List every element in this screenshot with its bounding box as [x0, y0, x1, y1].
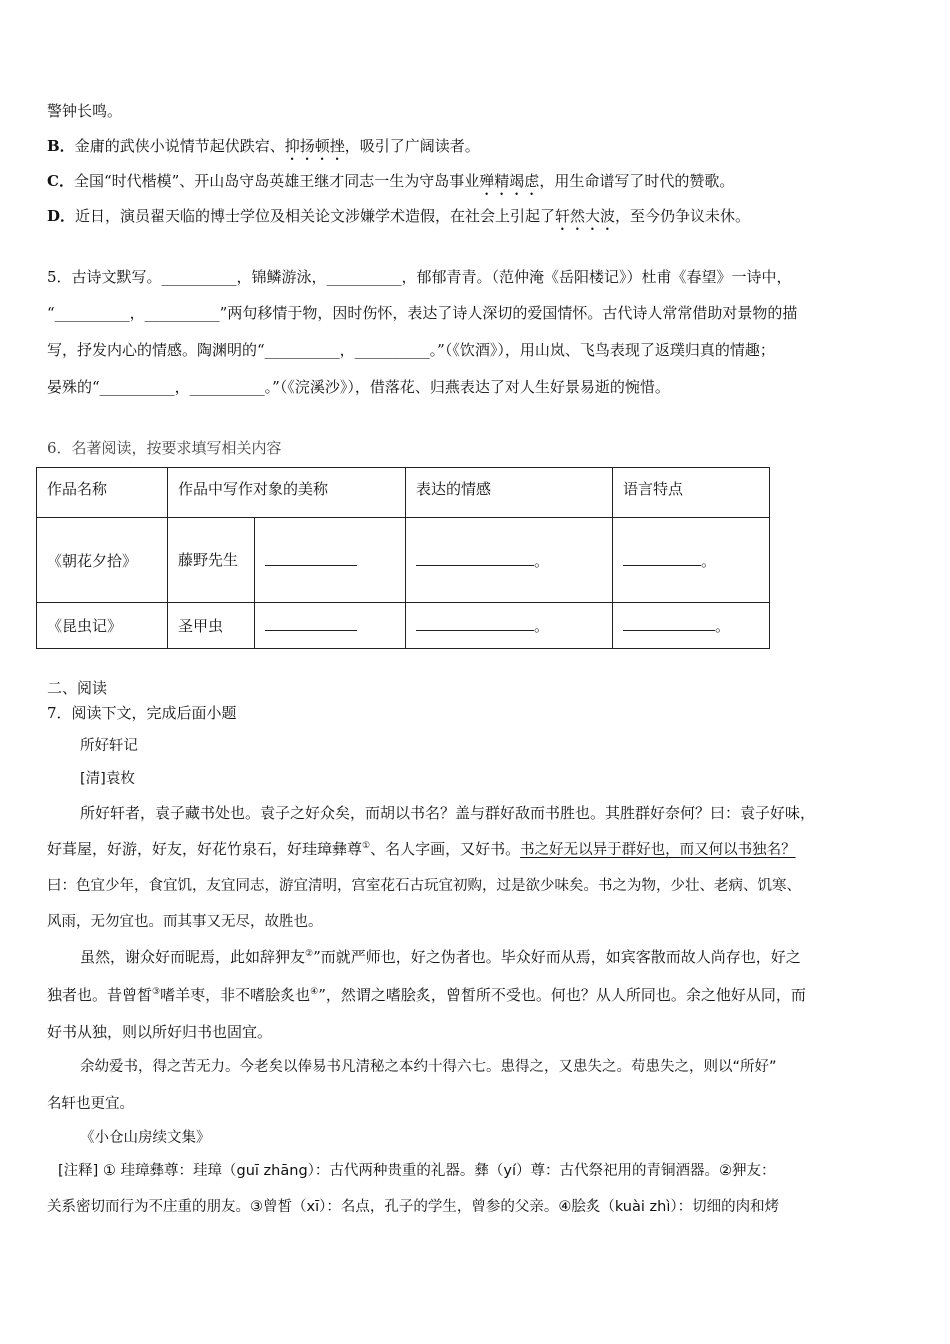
q4-option-a-end: 警钟长鸣。 [47, 102, 123, 120]
q4-option-b[interactable]: B．金庸的武侠小说情节起伏跌宕、抑扬顿挫，吸引了广阔读者。 [47, 137, 480, 155]
works-table [36, 467, 770, 649]
q6-title: 6．名著阅读，按要求填写相关内容 [47, 439, 282, 457]
work-name: 《昆虫记》 [37, 603, 168, 649]
p2-line-2: 独者也。昔曾皙③嗜羊枣，非不嗜脍炙也④”，然谓之嗜脍炙，曾皙所不受也。何也？从人所同也。余之他好从同，而 [47, 986, 806, 1004]
header-work: 作品名称 [37, 468, 168, 518]
p3-line-2: 名轩也更宜。 [47, 1096, 134, 1112]
essay-author: [清]袁枚 [80, 771, 135, 787]
dotted-phrase: 抑扬顿挫 [284, 137, 345, 155]
note-line-1: [注释] ① 珪璋彝尊：珪璋（guī zhāng）：古代两种贵重的礼器。彝（yí）尊：古代祭祀用的青铜酒器。②狎友： [58, 1163, 776, 1179]
p1-line-4: 风雨，无勿宜也。而其事又无尽，故胜也。 [47, 914, 323, 930]
q4-option-c[interactable]: C．全国“时代楷模”、开山岛守岛英雄王继才同志一生为守岛事业殚精竭虑，用生命谱写了时代的赞歌。 [47, 172, 735, 190]
header-language: 语言特点 [613, 468, 770, 518]
note-line-2: 关系密切而行为不庄重的朋友。③曾皙（xī）：名点，孔子的学生，曾参的父亲。④脍炙（kuài zhì）：切细的肉和烤 [47, 1199, 780, 1215]
q5-line-3: 写，抒发内心的情感。陶渊明的“__________，__________。”（《饮酒》），用山岚、飞鸟表现了返璞归真的情趣； [47, 341, 775, 359]
underlined-sentence: 书之好无以异于群好也，而又何以书独名？ [520, 842, 796, 858]
object-name: 圣甲虫 [168, 603, 255, 649]
table-row [37, 603, 770, 649]
object-praise-blank[interactable] [255, 603, 406, 649]
emotion-blank[interactable]: 。 [406, 518, 613, 603]
q5-line-2: “__________，__________”两句移情于物，因时伤怀，表达了诗人深切的爱国情怀。古代诗人常常借助对景物的描 [47, 304, 798, 322]
language-blank[interactable]: 。 [613, 518, 770, 603]
dotted-phrase: 殚精竭虑 [479, 172, 540, 190]
language-blank[interactable]: 。 [613, 603, 770, 649]
table-header-row [37, 468, 770, 518]
q5-line-1: 5．古诗文默写。__________，锦鳞游泳，__________，郁郁青青。（范仲淹《岳阳楼记》）杜甫《春望》一诗中， [47, 268, 792, 286]
p2-line-3: 好书从独，则以所好归书也固宜。 [47, 1023, 273, 1041]
option-d-label: D． [47, 207, 76, 225]
work-name: 《朝花夕拾》 [37, 518, 168, 603]
section-heading: 二、阅读 [47, 679, 108, 697]
q4-option-d[interactable]: D．近日，演员翟天临的博士学位及相关论文涉嫌学术造假，在社会上引起了轩然大波，至今仍争议未休。 [47, 207, 751, 225]
dotted-phrase: 轩然大波 [555, 207, 616, 225]
q7-prompt: 7．阅读下文，完成后面小题 [47, 704, 237, 722]
option-b-label: B． [47, 137, 75, 155]
essay-title: 所好轩记 [80, 738, 138, 754]
table-row [37, 518, 770, 603]
object-name: 藤野先生 [168, 518, 255, 603]
source-title: 《小仓山房续文集》 [80, 1130, 211, 1146]
header-emotion: 表达的情感 [406, 468, 613, 518]
object-praise-blank[interactable] [255, 518, 406, 603]
q5-line-4: 晏殊的“__________，__________。”（《浣溪沙》），借落花、归燕表达了对人生好景易逝的惋惜。 [47, 378, 670, 396]
p1-line-1: 所好轩者，袁子藏书处也。袁子之好众矣，而胡以书名？盖与群好敌而书胜也。其胜群好奈何？曰：袁子好味， [80, 804, 816, 822]
p1-line-3: 曰：色宜少年，食宜饥，友宜同志，游宜清明，宫室花石古玩宜初购，过是欲少味矣。书之为物，少壮、老病、饥寒、 [47, 878, 801, 894]
emotion-blank[interactable]: 。 [406, 603, 613, 649]
option-c-label: C． [47, 172, 74, 190]
header-object: 作品中写作对象的美称 [168, 468, 406, 518]
p2-line-1: 虽然，谢众好而昵焉，此如辞狎友②”而就严师也，好之伪者也。毕众好而从焉，如宾客散而故人尚存也，好之 [80, 948, 801, 966]
p3-line-1: 余幼爱书，得之苦无力。今老矣以俸易书凡清秘之本约十得六七。患得之，又患失之。苟患失之，则以“所好” [80, 1059, 777, 1075]
p1-line-2: 好葺屋，好游，好友，好花竹泉石，好珪璋彝尊①、名人字画，又好书。书之好无以异于群好也，而又何以书独名？ [47, 840, 796, 858]
